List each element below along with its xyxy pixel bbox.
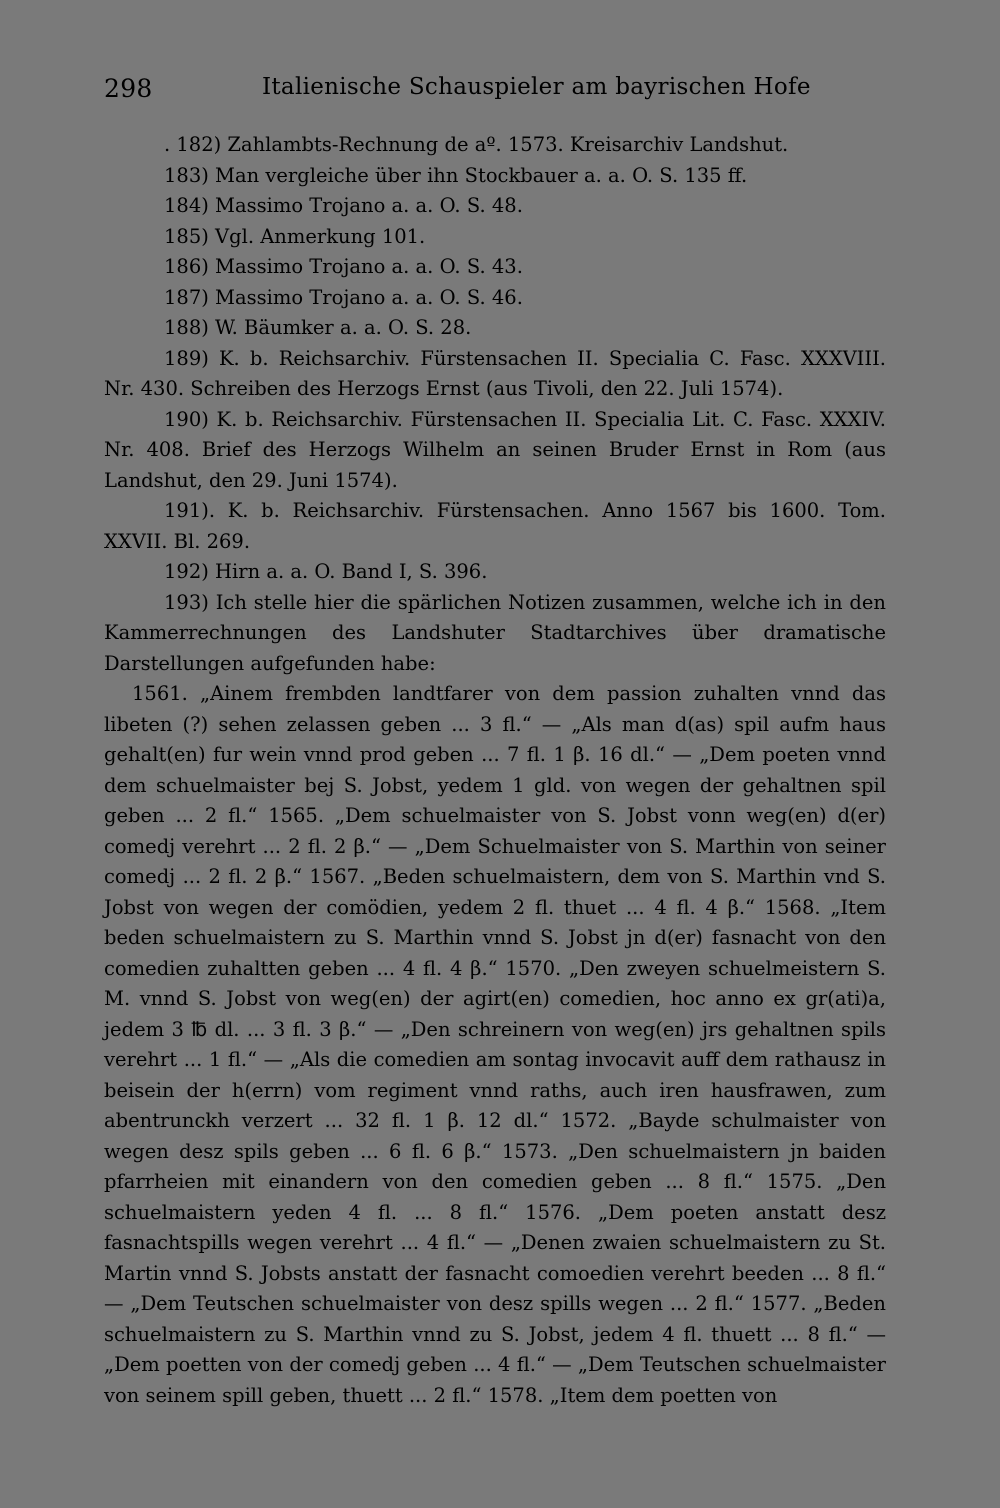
- page-number: 298: [104, 74, 153, 103]
- archive-excerpts: 1561. „Ainem frembden landtfarer von dem passion zuhalten vnnd das libeten (?) sehen zelassen geben ... 3 fl.“ — „Als man d(as) spil aufm haus gehalt(en) fur wein vnnd prod geben ... 7 fl. 1 β. 16 dl.“ — „Dem poeten vnnd dem schuelmaister bej S. Jobst, yedem 1 gld. von wegen der gehaltnen spil geben ... 2 fl.“ 1565. „Dem schuelmaister von S. Jobst vonn weg(en) d(er) comedj verehrt ... 2 fl. 2 β.“ — „Dem Schuelmaister von S. Marthin von seiner comedj ... 2 fl. 2 β.“ 1567. „Beden schuelmaistern, dem von S. Marthin vnd S. Jobst von wegen der comödien, yedem 2 fl. thuet ... 4 fl. 4 β.“ 1568. „Item beden schuelmaistern zu S. Marthin vnnd S. Jobst jn d(er) fasnacht von den comedien zuhaltten geben ... 4 fl. 4 β.“ 1570. „Den zweyen schuelmeistern S. M. vnnd S. Jobst von weg(en) der agirt(en) comedien, hoc anno ex gr(ati)a, jedem 3 ℔ dl. ... 3 fl. 3 β.“ — „Den schreinern von weg(en) jrs gehaltnen spils verehrt ... 1 fl.“ — „Als die comedien am sontag invocavit auff dem rathausz in beisein der h(errn) vom regiment vnnd raths, auch iren hausfrawen, zum abentrunckh verzert ... 32 fl. 1 β. 12 dl.“ 1572. „Bayde schulmaister von wegen desz spils geben ... 6 fl. 6 β.“ 1573. „Den schuelmaistern jn baiden pfarrheien mit einandern von den comedien geben ... 8 fl.“ 1575. „Den schuelmaistern yeden 4 fl. ... 8 fl.“ 1576. „Dem poeten anstatt desz fasnachtspills wegen verehrt ... 4 fl.“ — „Denen zwaien schuelmaistern zu St. Martin vnnd S. Jobsts anstatt der fasnacht comoedien verehrt beeden ... 8 fl.“ — „Dem Teutschen schuelmaister von desz spills wegen ... 2 fl.“ 1577. „Beden schuelmaistern zu S. Marthin vnnd zu S. Jobst, jedem 4 fl. thuett ... 8 fl.“ — „Dem poetten von der comedj geben ... 4 fl.“ — „Dem Teutschen schuelmaister von seinem spill geben, thuett ... 2 fl.“ 1578. „Item dem poetten von: [104, 682, 886, 1407]
- footnote: 191). K. b. Reichsarchiv. Fürstensachen. Anno 1567 bis 1600. Tom. XXVII. Bl. 269.: [104, 499, 886, 553]
- running-title: Italienische Schauspieler am bayrischen Hofe: [262, 74, 811, 100]
- footnote: 193) Ich stelle hier die spärlichen Notizen zusammen, welche ich in den Kammerrechnungen des Landshuter Stadtarchives über dramatische Darstellungen aufgefunden habe:: [104, 590, 886, 675]
- footnote: 190) K. b. Reichsarchiv. Fürstensachen II. Specialia Lit. C. Fasc. XXXIV. Nr. 408. Brief des Herzogs Wilhelm an seinen Bruder Ernst in Rom (aus Landshut, den 29. Juni 1574).: [104, 407, 886, 492]
- footnote: . 182) Zahlambts-Rechnung de aº. 1573. Kreisarchiv Landshut.: [164, 133, 789, 156]
- footnote: 189) K. b. Reichsarchiv. Fürstensachen II. Specialia C. Fasc. XXXVIII. Nr. 430. Schreiben des Herzogs Ernst (aus Tivoli, den 22. Juli 1574).: [104, 346, 886, 400]
- page-header: [104, 70, 894, 110]
- footnote: 188) W. Bäumker a. a. O. S. 28.: [164, 316, 472, 339]
- footnote: 185) Vgl. Anmerkung 101.: [164, 224, 426, 248]
- footnote: 187) Massimo Trojano a. a. O. S. 46.: [164, 285, 523, 309]
- footnote: 186) Massimo Trojano a. a. O. S. 43.: [164, 255, 523, 278]
- footnote: 184) Massimo Trojano a. a. O. S. 48.: [164, 194, 523, 217]
- footnotes: [104, 130, 886, 1411]
- footnote: 192) Hirn a. a. O. Band I, S. 396.: [164, 560, 488, 583]
- footnote: 183) Man vergleiche über ihn Stockbauer a. a. O. S. 135 ff.: [164, 163, 748, 187]
